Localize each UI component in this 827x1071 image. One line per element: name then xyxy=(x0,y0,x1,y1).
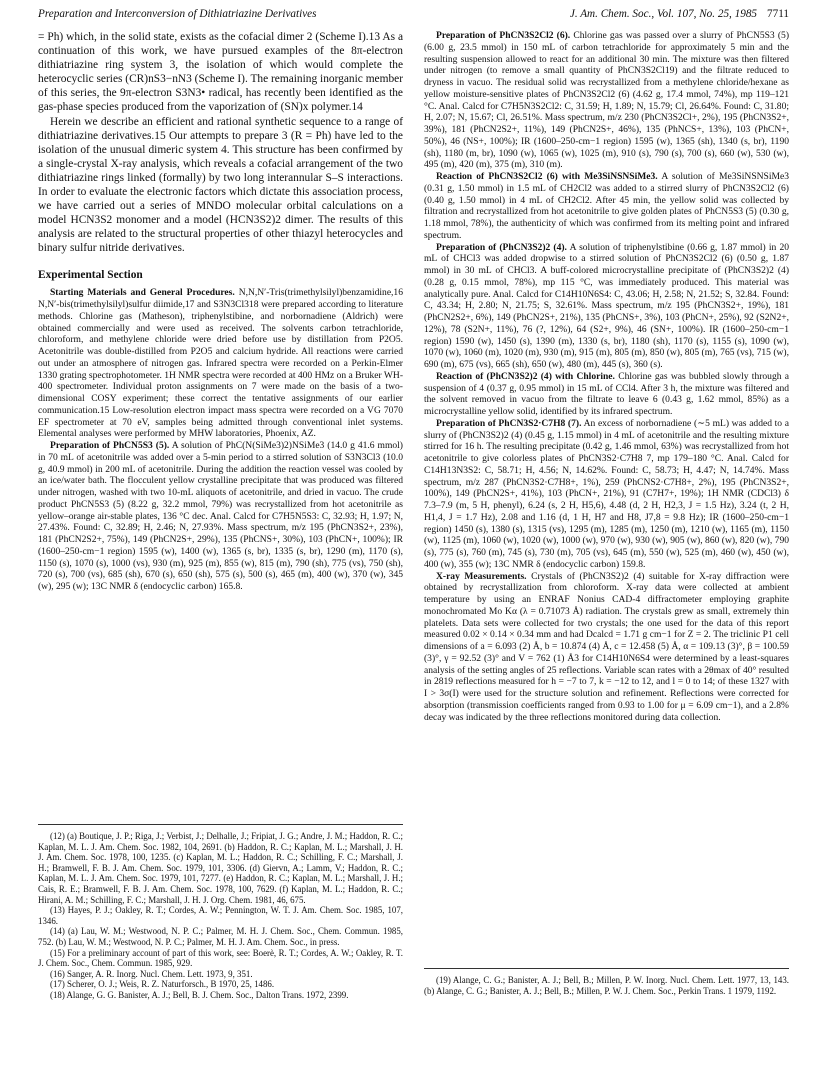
footnote: (18) Alange, G. G. Banister, A. J.; Bell, B. J. Chem. Soc., Dalton Trans. 1972, 2399. xyxy=(50,989,349,1000)
paragraph-lead: Reaction of PhCN3S2Cl2 (6) with Me3SiNSNSiMe3. xyxy=(436,171,658,182)
paragraph-lead: X-ray Measurements. xyxy=(436,570,527,582)
paragraph-text: A solution of triphenylstibine (0.66 g, 1.87 mmol) in 20 mL of CHCl3 was added dropwise to a stirred solution of PhCN3S2Cl2 (6) (0.50 g, 1.87 mmol) in 30 mL of CHCl3. A buff-colored microcrystalline precipitate of (PhCN3S2)2 (4) (0.28 g, 0.15 mmol, 78%), mp 115 °C, was immediately produced. This material was analytically pure. Anal. Calcd for C14H10N6S4: C, 43.06; H, 2.58; N, 21.52; S, 32.84. Found: C, 43.34; H, 2.80; N, 21.75; S, 32.61%. Mass spectrum, m/z 195 (PhCN3S2+, 19%), 181 (PhCN2S2+, 6%), 149 (PhCN2S+, 21%), 135 (PhCNS+, 3%), 103 (PhCN+, 25%), 92 (S2N2+, 12%), 78 (S2N+, 11%), 76 (?, 12%), 64 (S2+, 9%), 46 (SN+, 100%). IR (1600–250-cm−1 region) 1590 (w), 1450 (s), 1390 (m), 1330 (s, br), 1180 (sh), 1170 (s), 1155 (s), 1090 (w), 1070 (w), 1060 (m), 1020 (m), 930 (m), 915 (m), 805 (m), 850 (w), 805 (m), 765 (vs), 715 (w), 690 (m), 675 (vs), 665 (sh), 650 (w), 480 (m), 445 (s), 360 (s). xyxy=(424,241,789,370)
intro-paragraph-2: Herein we describe an efficient and rational synthetic sequence to a range of dithiatriazine derivatives.15 Our attempts to prepare 3 (R = Ph) have led to the isolation of the unusual dimeric system 4. This structure has been confirmed by a single-crystal X-ray analysis, which reveals a cofacial arrangement of the two dithiatriazine rings linked (formally) by two long interannular S–S interactions. In order to evaluate the electronic factors which dictate this association process, we have carried out a series of MNDO molecular orbital calculations on a model HCN3S2 monomer and a model (HCN3S2)2 dimer. The results of this analysis are related to the structural properties of other thiazyl heterocycles and binary sulfur nitride derivatives. xyxy=(38,115,403,255)
exp-paragraph xyxy=(424,242,789,371)
intro-paragraph-1: = Ph) which, in the solid state, exists as the cofacial dimer 2 (Scheme I).13 As a continuation of this work, we have pursued examples of the 8π-electron dithiatriazine ring system 3, the isolation of which would complete the heterocyclic series (CR)nS3−nN3 (Scheme I). The remaining inorganic member of this series, the 9π-electron S3N3• radical, has recently been identified as the gas-phase species produced from the vaporization of (SN)x polymer.14 xyxy=(38,31,404,114)
footnote: (13) Hayes, P. J.; Oakley, R. T.; Cordes, A. W.; Pennington, W. T. J. Am. Chem. Soc. 1985, 107, 1346. xyxy=(38,905,403,926)
paragraph-lead: Preparation of PhCN5S3 (5). xyxy=(50,440,170,451)
exp-paragraph xyxy=(424,571,789,724)
paragraph-lead: Preparation of PhCN3S2Cl2 (6). xyxy=(436,30,571,41)
footnote: (17) Scherer, O. J.; Weis, R. Z. Naturforsch., B 1970, 25, 1486. xyxy=(50,979,275,990)
paragraph-lead: Preparation of (PhCN3S2)2 (4). xyxy=(436,241,567,253)
footnotes-right xyxy=(424,968,789,996)
exp-paragraph xyxy=(424,171,789,242)
journal-name: J. Am. Chem. Soc., Vol. 107, No. 25, 1985 xyxy=(569,8,758,20)
footnote: (16) Sanger, A. R. Inorg. Nucl. Chem. Lett. 1973, 9, 351. xyxy=(50,968,253,979)
running-title: Preparation and Interconversion of Dithiatriazine Derivatives xyxy=(38,8,317,20)
exp-paragraph xyxy=(38,440,403,593)
introduction xyxy=(38,30,403,256)
page-number: 7711 xyxy=(767,8,789,20)
paragraph-lead: Starting Materials and General Procedures. xyxy=(50,287,235,299)
footnotes-left xyxy=(38,824,403,1001)
left-column xyxy=(38,30,403,593)
paragraph-text: Crystals of (PhCN3S2)2 (4) suitable for X-ray diffraction were obtained by recrystallization from chloroform. X-ray data were collected at ambient temperature by using an ENRAF Nonius CAD-4 diffractometer employing graphite monochromated Mo Kα (λ = 0.71073 Å) radiation. The crystals grew as small, extremely thin platelets. Data sets were collected for two crystals; the one used for the data of this report measured 0.02 × 0.14 × 0.34 mm and had Dcalcd = 1.71 g cm−1 for Z = 2. The triclinic P1 cell dimensions of a = 6.093 (2) Å, b = 10.874 (4) Å, c = 12.458 (5) Å, α = 109.13 (3)°, β = 100.59 (3)°, γ = 92.52 (3)° and V = 762 (1) Å3 for C14H10N6S4 were determined by a least-squares analysis of the setting angles of 25 reflections. Variable scan rates with a 2θmax of 40° resulted in 2819 reflections measured for h = −7 to 7, k = −12 to 12, and l = 0 to 14; of these 1327 with I > 3σ(I) were used for the structure solution and refinement. Reflections were corrected for absorption (transmission coefficients ranged from 0.93 to 1.00 for μ = 6.09 cm−1), and a 2.8% decay was indicated by the three reflections monitored during data collection. xyxy=(424,570,789,723)
footnote: (12) (a) Boutique, J. P.; Riga, J.; Verbist, J.; Delhalle, J.; Fripiat, J. G.; Andre, J. M.; Haddon, R. C.; Kaplan, M. L. J. Am. Chem. Soc. 1982, 104, 2691. (b) Haddon, R. C.; Kaplan, M. L.; Marshall, J. H. J. Am. Chem. Soc. 1978, 100, 1235. (c) Kaplan, M. L.; Haddon, R. C.; Schilling, F. C.; Marshall, J. H.; Bramwell, F. B. J. Am. Chem. Soc. 1979, 101, 3306. (d) Giervn, A.; Lamm, V.; Haddon, R. C.; Kaplan, M. L. J. Am. Chem. Soc. 1979, 101, 7277. (e) Haddon, R. C.; Kaplan, M. L.; Marshall, J. H.; Cais, R. E.; Bramwell, F. B. J. Am. Chem. Soc. 1978, 100, 7629. (f) Kaplan, M. L.; Haddon, R. C.; Hirani, A. M.; Schilling, F. C.; Marshall, J. H. J. Org. Chem. 1981, 46, 675. xyxy=(38,831,403,905)
paragraph-text: A solution of PhC(N(SiMe3)2)NSiMe3 (14.0 g 41.6 mmol) in 70 mL of acetonitrile was added over a 5-min period to a stirred solution of S3N3Cl3 (10.0 g, 40.9 mmol) in 200 mL of acetonitrile. During the addition the reaction vessel was cooled by an ice/water bath. The flocculent yellow crystalline precipitate that was produced was filtered under nitrogen, washed with two 10-mL aliquots of acetonitrile, and dried in vacuo. The crude product PhCN5S3 (5) (8.22 g, 32.2 mmol, 79%) was recrystallized from hot acetonitrile as yellow–orange air-stable plates, 136 °C dec. Anal. Calcd for C7H5N5S3: C, 32.93; H, 1.97; N, 27.43%. Found: C, 32.89; H, 2.46; N, 27.93%. Mass spectrum, m/z 195 (PhCN3S2+, 23%), 181 (PhCN2S2+, 75%), 149 (PhCN2S+, 29%), 135 (PhCNS+, 30%), 103 (PhCN+, 100%); IR (1600–250-cm−1 region) 1595 (w), 1400 (w), 1365 (s, br), 1335 (s, br), 1290 (m), 1170 (s), 1150 (s), 1070 (s), 1000 (vs), 930 (m), 925 (m), 855 (w), 815 (m), 790 (sh), 775 (vs), 750 (sh), 720 (s), 700 (vs), 685 (sh), 670 (s), 650 (sh), 575 (s), 500 (s), 465 (m), 400 (w), 370 (w), 345 (w), 295 (w); 13C NMR δ (endocyclic carbon) 165.8. xyxy=(38,440,403,592)
paragraph-text: N,N,N′-Tris(trimethylsilyl)benzamidine,16 N,N′-bis(trimethylsilyl)sulfur diimide,17 and S3N3Cl318 were prepared according to literature methods. Chlorine gas (Matheson), triphenylstibine, and norbornadiene (Aldrich) were obtained commercially and were used as received. The solvents carbon tetrachloride, chloroform, and methylene chloride were dried before use by distillation from P2O5. Acetonitrile was double-distilled from P2O5 and calcium hydride. All reactions were carried out under an atmosphere of nitrogen gas. Infrared spectra were recorded on a Perkin-Elmer 1330 grating spectrophotometer. 1H NMR spectra were recorded at 400 HMz on a Bruker WH-400 spectrometer. Individual proton assignments on 7 were made on the basis of a two-dimensional COSY experiment; these correct the tentative assignments of our earlier communication.15 Low-resolution electron impact mass spectra were recorded on a VG 7070 EF spectrometer at 70 eV, samples being admitted through conventional inlet systems. Elemental analyses were performed by MHW laboratories, Phoenix, AZ. xyxy=(38,287,403,440)
paragraph-text: A solution of Me3SiNSNSiMe3 (0.31 g, 1.50 mmol) in 1.5 mL of CH2Cl2 was added to a stirred slurry of PhCN3S2Cl2 (6) (0.40 g, 1.50 mmol) in 4 mL of CH2Cl2. After 45 min, the yellow solid was collected by filtration and recrystallized from hot acetonitrile to give golden plates of PhCN5S3 (5) (0.30 g, 1.18 mmol, 78%), the authenticity of which was confirmed from its melting point and infrared spectrum. xyxy=(424,171,789,241)
paragraph-text: Chlorine gas was passed over a slurry of PhCN5S3 (5) (6.00 g, 23.5 mmol) in 150 mL of carbon tetrachloride for approximately 5 min and the resulting suspension allowed to react for an additional 30 min. The mixture was then filtered under nitrogen (to remove a small quantity of PhCN3S2Cl19) and the filtrate reduced to dryness in vacuo. The residual solid was recrystallized from a methylene chloride/hexane as yellow moisture-sensitive plates of PhCN3S2Cl2 (6) (4.62 g, 17.4 mmol, 74%), mp 119–121 °C. Anal. Calcd for C7H5N3S2Cl2: C, 31.59; H, 1.89; N, 15.79; Cl, 26.64%. Found: C, 31.80; H, 2.07; N, 15.67; Cl, 26.51%. Mass spectrum, m/z 230 (PhCN3S2Cl+, 2%), 195 (PhCN3S2+, 39%), 181 (PhCN2S2+, 11%), 149 (PhCN2S+, 46%), 135 (PhNCS+, 13%), 103 (PhCN+, 50%), 46 (NS+, 100%); IR (1600–250-cm−1 region) 1595 (w), 1365 (sh), 1340 (s, br), 1190 (sh), 1180 (m, br), 1090 (w), 1065 (w), 1025 (m), 910 (s), 790 (s), 700 (s), 660 (w), 530 (w), 495 (m), 420 (m), 375 (m), 310 (m). xyxy=(424,30,789,171)
exp-paragraph xyxy=(424,418,789,571)
right-column xyxy=(424,30,789,723)
section-heading: Experimental Section xyxy=(38,268,143,281)
paragraph-text: An excess of norbornadiene (∼5 mL) was added to a slurry of (PhCN3S2)2 (4) (0.45 g, 1.15 mmol) in 4 mL of acetonitrile and the resulting mixture stirred for 16 h. The resulting precipitate (0.42 g, 1.46 mmol, 63%) was recrystallized from hot acetonitrile to give colorless plates of PhCN3S2·C7H8 7, mp 179–180 °C. Anal. Calcd for C14H13N3S2: C, 58.71; H, 4.56; N, 14.62%. Found: C, 58.73; H, 4.47; N, 14.74%. Mass spectrum, m/z 287 (PhCN3S2·C7H8+, 1%), 259 (PhCNS2·C7H8+, 2%), 195 (PhCN3S2+, 100%), 149 (PhCN2S+, 41%), 103 (PhCN+, 21%), 91 (C7H7+, 19%); 1H NMR (CDCl3) δ 7.3–7.9 (m, 5 H, phenyl), 6.24 (s, 2 H, H5,6), 4.48 (d, 2 H, H2,3, J = 1.5 Hz), 3.24 (t, 2 H, H1,4, J = 1.7 Hz), 2.08 and 1.16 (d, 1 H, H7 and H8, J7,8 = 9.8 Hz); IR (1600–250-cm−1 region) 1450 (s), 1380 (s), 1315 (vs), 1295 (m), 1285 (m), 1250 (m), 1210 (w), 1165 (m), 1150 (w), 1125 (m), 1060 (w), 1020 (w), 1000 (w), 970 (w), 930 (w), 905 (w), 860 (w), 820 (w), 790 (s), 775 (s), 760 (m), 745 (s), 730 (m), 705 (vs), 645 (m), 550 (w), 525 (m), 460 (w), 450 (w), 400 (w), 355 (w); 13C NMR δ (endocyclic carbon) 159.8. xyxy=(424,417,789,570)
footnote: (14) (a) Lau, W. M.; Westwood, N. P. C.; Palmer, M. H. J. Chem. Soc., Chem. Commun. 1985, 752. (b) Lau, W. M.; Westwood, N. P. C.; Palmer, M. H. J. Am. Chem. Soc., in press. xyxy=(38,926,403,947)
exp-paragraph xyxy=(424,30,789,171)
paragraph-text: Chlorine gas was bubbled slowly through a suspension of 4 (0.37 g, 0.95 mmol) in 15 mL of CCl4. After 3 h, the mixture was filtered and the solvent removed in vacuo from the filtrate to leave 6 (0.43 g, 1.62 mmol, 85%) as a microcrystalline yellow solid, identified by its infrared spectrum. xyxy=(424,370,789,417)
paragraph-lead: Preparation of PhCN3S2·C7H8 (7). xyxy=(436,417,582,429)
running-header xyxy=(38,6,789,24)
footnote: (19) Alange, C. G.; Banister, A. J.; Bell, B.; Millen, P. W. Inorg. Nucl. Chem. Lett. 1977, 13, 143. (b) Alange, C. G.; Banister, A. J.; Bell, B.; Millen, P. W. J. Chem. Soc., Perkin Trans. 1 1979, 1192. xyxy=(424,975,789,996)
exp-paragraph xyxy=(38,287,403,440)
journal-citation xyxy=(570,8,789,20)
paragraph-lead: Reaction of (PhCN3S2)2 (4) with Chlorine. xyxy=(436,370,615,382)
exp-paragraph xyxy=(424,371,789,418)
footnote: (15) For a preliminary account of part of this work, see: Boerè, R. T.; Cordes, A. W.; Oakley, R. T. J. Chem. Soc., Chem. Commun. 1985, 929. xyxy=(38,947,403,969)
